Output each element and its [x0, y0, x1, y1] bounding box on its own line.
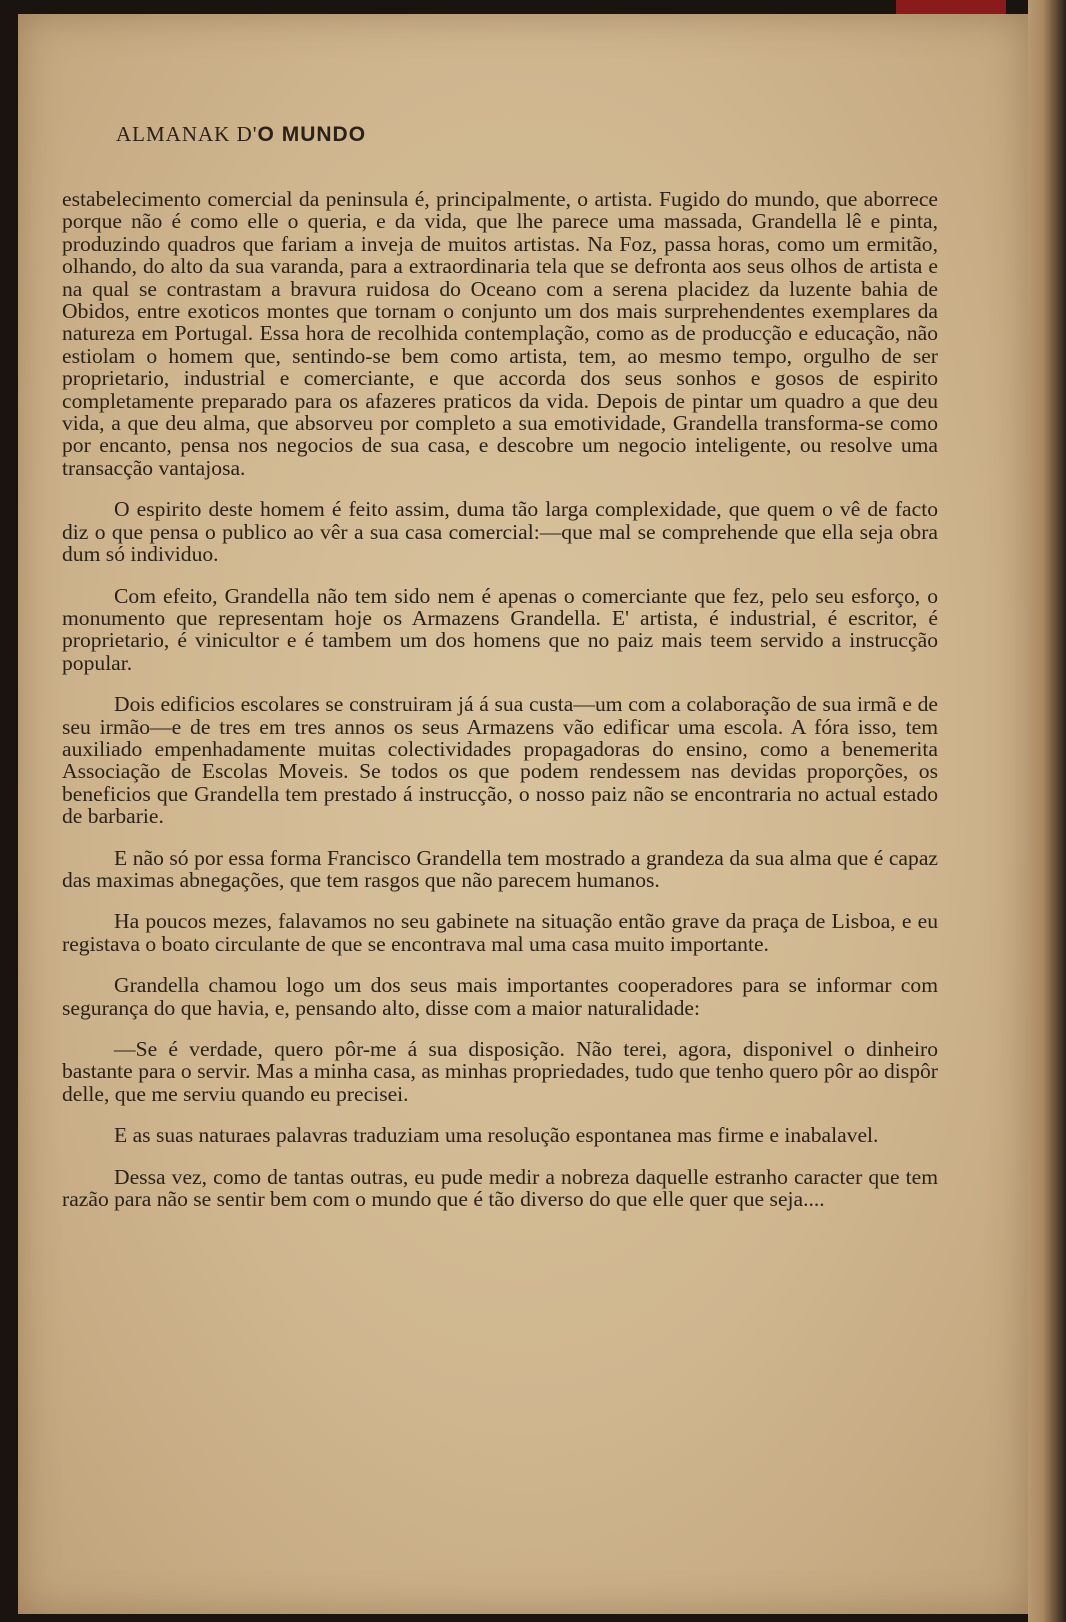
paragraph-6: Ha poucos mezes, falavamos no seu gabinete na situação então grave da praça de Lisboa, e eu registava o boato circulante de que se encontrava mal uma casa muito importante. [62, 909, 938, 956]
paragraph-2: O espirito deste homem é feito assim, duma tão larga complexidade, que quem o vê de facto diz o que pensa o publico ao vêr a sua casa comercial:—que mal se comprehende que ella seja obra dum só individuo. [62, 497, 938, 567]
paragraph-7: Grandella chamou logo um dos seus mais importantes cooperadores para se informar com segurança do que havia, e, pensando alto, disse com a maior naturalidade: [62, 973, 938, 1020]
paragraph-4: Dois edificios escolares se construiram já á sua custa—um com a colaboração de sua irmã e de seu irmão—e de tres em tres annos os seus Armazens vão edificar uma escola. A fóra isso, tem auxiliado empenhadamente muitas colectividades propagadoras do ensino, como a benemerita Associação de Escolas Moveis. Se todos os que podem rendessem nas devidas proporções, os beneficios que Grandella tem prestado á instrucção, o nosso paiz não se encontraria no actual estado de barbarie. [62, 692, 938, 829]
paragraph-3: Com efeito, Grandella não tem sido nem é apenas o comerciante que fez, pelo seu esforço, o monumento que representam hoje os Armazens Grandella. E' artista, é industrial, é escritor, é proprietario, é vinicultor e é tambem um dos homens que no paiz mais teem servido a instrucção popular. [62, 583, 938, 675]
paragraph-10: Dessa vez, como de tantas outras, eu pude medir a nobreza daquelle estranho caracter que tem razão para não se sentir bem com o mundo que é tão diverso do que elle quer que seja.... [62, 1164, 938, 1212]
header-title-brand: O MUNDO [257, 123, 367, 146]
header-title-prefix: ALMANAK D' [116, 122, 258, 146]
body-text [62, 188, 938, 1210]
running-header [116, 122, 366, 147]
paragraph-8: —Se é verdade, quero pôr-me á sua disposição. Não terei, agora, disponivel o dinheiro bastante para o servir. Mas a minha casa, as minhas propriedades, tudo que tenho quero pôr ao dispôr delle, que me serviu quando eu precisei. [62, 1037, 938, 1106]
paragraph-1: estabelecimento comercial da peninsula é, principalmente, o artista. Fugido do mundo, que aborrece porque não é como elle o queria, e da vida, que lhe parece uma massada, Grandella lê e pinta, produzindo quadros que fariam a inveja de muitos artistas. Na Foz, passa horas, como um ermitão, olhando, do alto da sua varanda, para a extraordinaria tela que se defronta aos seus olhos de artista e na qual se contrastam a bravura ruidosa do Oceano com a serena placidez da luzente bahia de Obidos, entre exoticos montes que tornam o conjunto um dos mais surprehendentes exemplares da natureza em Portugal. Essa hora de recolhida contemplação, como as de producção e educação, não estiolam o homem que, sentindo-se bem como artista, tem, ao mesmo tempo, orgulho de ser proprietario, industrial e comerciante, e que accorda dos seus sonhos e gosos de espirito completamente preparado para os afazeres praticos da vida. Depois de pintar um quadro a que deu vida, a que deu alma, que absorveu por completo a sua emotividade, Grandella transforma-se como por encanto, pensa nos negocios de sua casa, e descobre um negocio inteligente, ou resolve uma transacção vantajosa. [62, 187, 938, 480]
page-edge-right [1028, 0, 1066, 1622]
paragraph-9: E as suas naturaes palavras traduziam uma resolução espontanea mas firme e inabalavel. [114, 1123, 879, 1148]
paragraph-5: E não só por essa forma Francisco Grandella tem mostrado a grandeza da sua alma que é capaz das maximas abnegações, que tem rasgos que não parecem humanos. [62, 845, 938, 892]
